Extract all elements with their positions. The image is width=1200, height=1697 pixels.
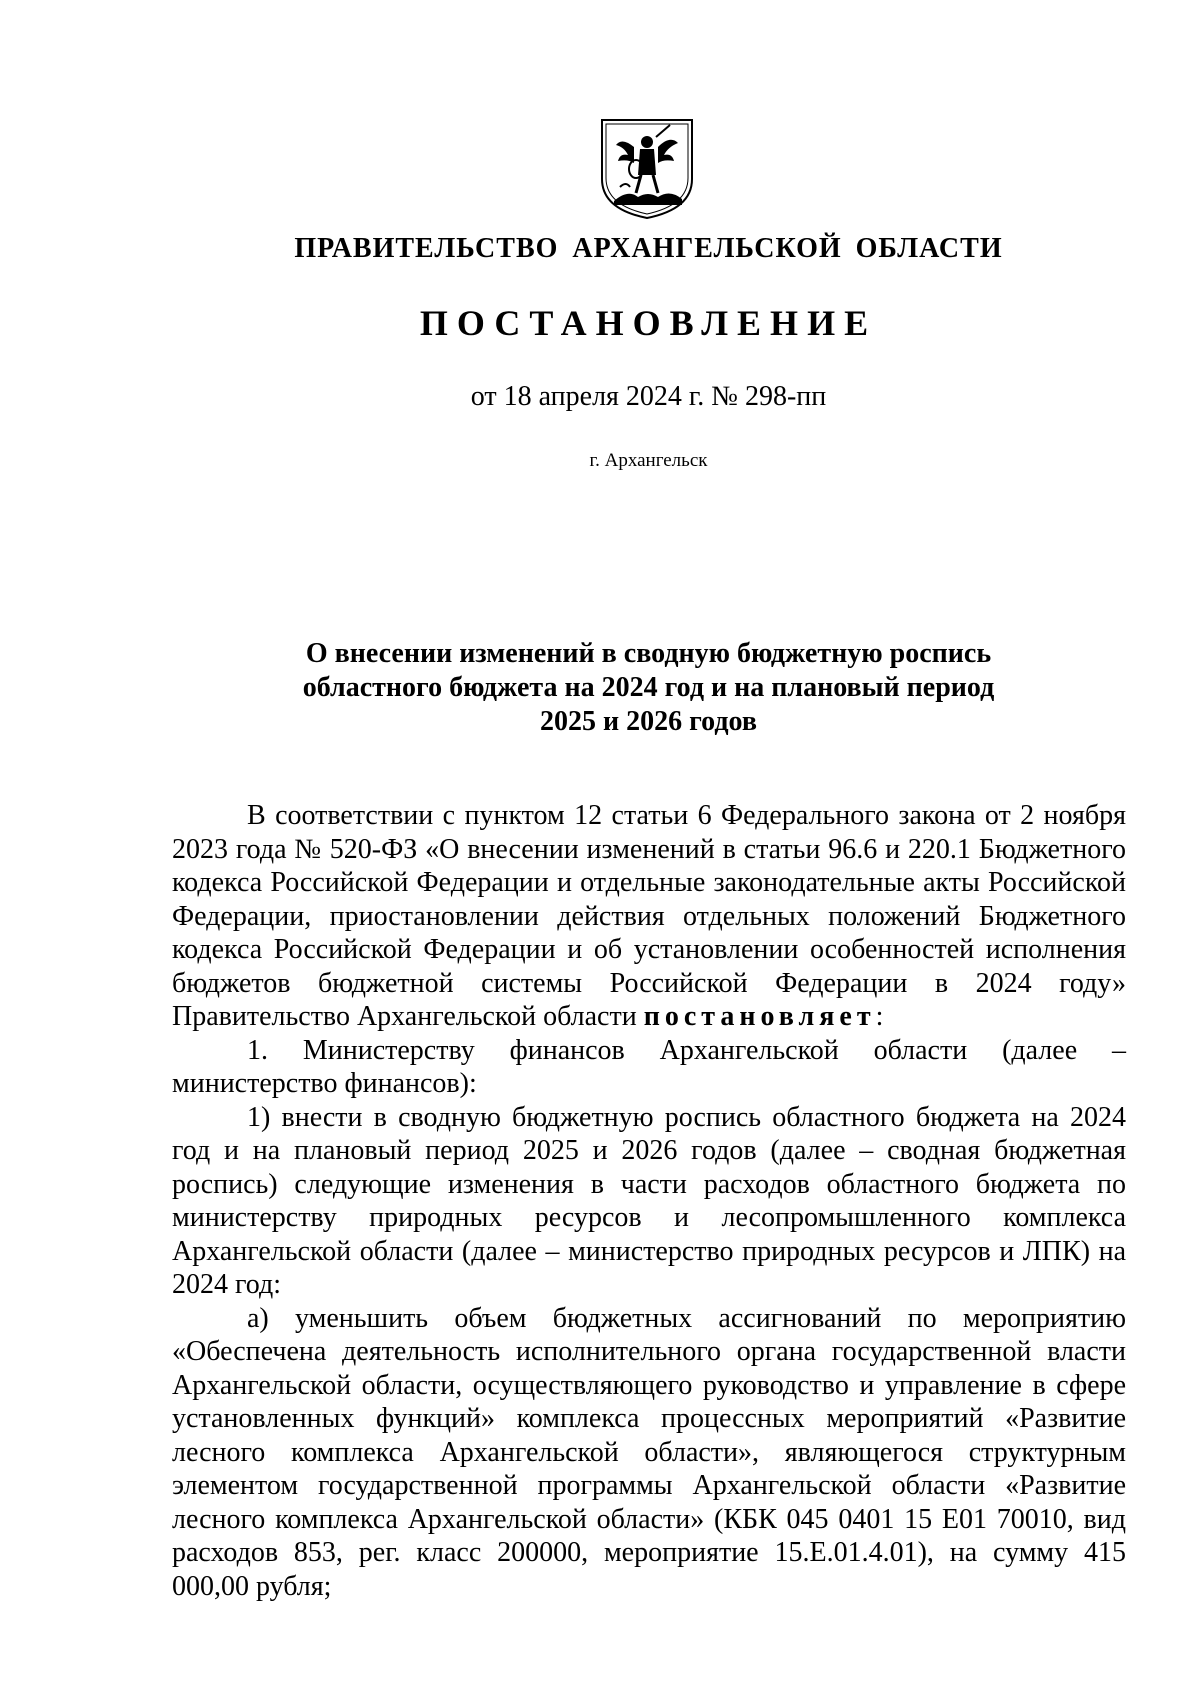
- resolves-colon: :: [875, 1001, 884, 1032]
- document-city: г. Архангельск: [589, 450, 708, 471]
- document-date-number: от 18 апреля 2024 г. № 298-пп: [470, 381, 827, 412]
- item-1-paragraph: 1. Министерству финансов Архангельской области (далее – министерство финансов):: [172, 1034, 1126, 1099]
- item-1-1-a-paragraph: а) уменьшить объем бюджетных ассигнований по мероприятию «Обеспечена деятельность исполнительного органа государственной власти Архангельской области, осуществляющего руководство и управление в сфере установленных функций» комплекса процессных мероприятий «Развитие лесного комплекса Архангельской области», являющегося структурным элементом государственной программы Архангельской области «Развитие лесного комплекса Архангельской области» (КБК 045 0401 15 Е01 70010, вид расходов 853, рег. класс 200000, мероприятие 15.Е.01.4.01), на сумму 415 000,00 рубля;: [172, 1302, 1126, 1602]
- organization-title: ПРАВИТЕЛЬСТВО АРХАНГЕЛЬСКОЙ ОБЛАСТИ: [294, 233, 1003, 264]
- document-type-heading: ПОСТАНОВЛЕНИЕ: [419, 303, 878, 343]
- document-body: [172, 799, 1126, 1603]
- preamble-text: В соответствии с пунктом 12 статьи 6 Федерального закона от 2 ноября 2023 года № 520-ФЗ «О внесении изменений в статьи 96.6 и 220.1 Бюджетного кодекса Российской Федерации и отдельные законодательные акты Российской Федерации, приостановлении действия отдельных положений Бюджетного кодекса Российской Федерации и об установлении особенностей исполнения бюджетов бюджетной системы Российской Федерации в 2024 году» Правительство Архангельской области: [172, 800, 1126, 1032]
- subject-line: областного бюджета на 2024 год и на плановый период: [302, 672, 995, 703]
- item-1-1-paragraph: 1) внести в сводную бюджетную роспись областного бюджета на 2024 год и на плановый период 2025 и 2026 годов (далее – сводная бюджетная роспись) следующие изменения в части расходов областного бюджета по министерству природных ресурсов и лесопромышленного комплекса Архангельской области (далее – министерство природных ресурсов и ЛПК) на 2024 год:: [172, 1101, 1126, 1300]
- preamble-paragraph: [172, 799, 1126, 1034]
- coat-of-arms-icon: [598, 117, 696, 220]
- subject-line: О внесении изменений в сводную бюджетную роспись: [305, 638, 992, 669]
- resolves-word: постановляет: [643, 1001, 876, 1032]
- subject-line: 2025 и 2026 годов: [540, 706, 757, 737]
- document-subject: [0, 637, 1200, 739]
